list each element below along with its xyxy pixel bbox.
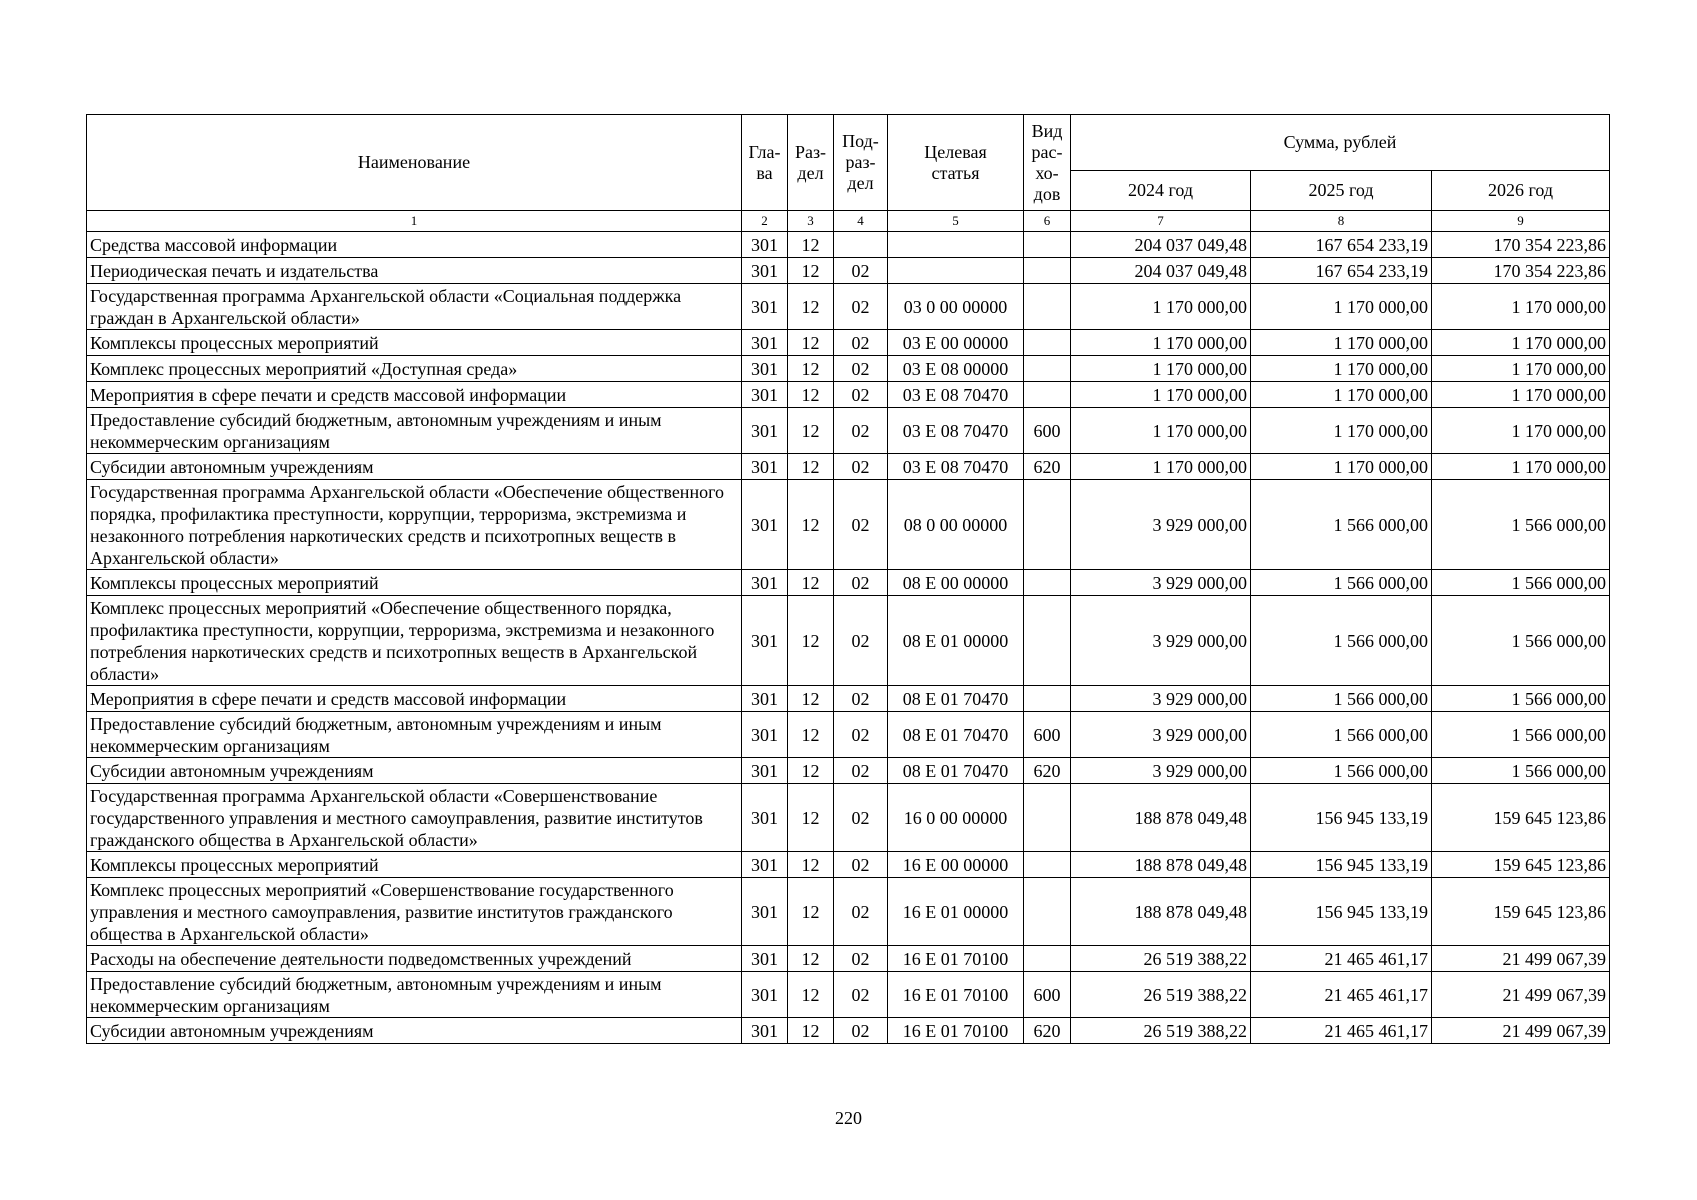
row-sum-2024: 3 929 000,00 [1071,596,1251,686]
row-sum-2026: 159 645 123,86 [1432,784,1610,852]
row-sum-2026: 1 170 000,00 [1432,454,1610,480]
row-sum-2026: 170 354 223,86 [1432,258,1610,284]
row-sum-2024: 188 878 049,48 [1071,878,1251,946]
row-razdel: 12 [788,284,834,330]
row-sum-2026: 159 645 123,86 [1432,878,1610,946]
row-razdel: 12 [788,1018,834,1044]
row-glava: 301 [742,758,788,784]
row-glava: 301 [742,258,788,284]
row-sum-2025: 1 170 000,00 [1251,356,1432,382]
row-glava: 301 [742,946,788,972]
row-vid-rashodov: 620 [1024,758,1071,784]
row-razdel: 12 [788,712,834,758]
table-row [87,232,1610,258]
row-razdel: 12 [788,356,834,382]
column-number: 8 [1251,211,1432,232]
row-razdel: 12 [788,330,834,356]
row-podrazdel: 02 [834,570,888,596]
row-sum-2025: 1 566 000,00 [1251,570,1432,596]
row-tselevaya-statya: 03 Е 08 70470 [888,382,1024,408]
row-sum-2026: 1 566 000,00 [1432,480,1610,570]
column-number: 2 [742,211,788,232]
table-body [87,232,1610,1044]
row-glava: 301 [742,972,788,1018]
row-sum-2025: 167 654 233,19 [1251,258,1432,284]
row-sum-2024: 3 929 000,00 [1071,758,1251,784]
table-row [87,758,1610,784]
row-tselevaya-statya: 08 Е 01 00000 [888,596,1024,686]
row-sum-2026: 21 499 067,39 [1432,946,1610,972]
row-name: Комплекс процессных мероприятий «Доступная среда» [87,356,742,382]
row-vid-rashodov [1024,330,1071,356]
row-sum-2026: 159 645 123,86 [1432,852,1610,878]
row-glava: 301 [742,454,788,480]
row-sum-2024: 204 037 049,48 [1071,232,1251,258]
row-glava: 301 [742,330,788,356]
table-row [87,972,1610,1018]
header-year-2024: 2024 год [1071,171,1251,211]
row-sum-2024: 3 929 000,00 [1071,570,1251,596]
column-numbers-row [87,211,1610,232]
row-tselevaya-statya: 08 Е 01 70470 [888,712,1024,758]
row-tselevaya-statya: 16 Е 01 70100 [888,1018,1024,1044]
row-sum-2024: 204 037 049,48 [1071,258,1251,284]
row-tselevaya-statya: 08 Е 00 00000 [888,570,1024,596]
row-sum-2026: 1 566 000,00 [1432,570,1610,596]
column-number: 1 [87,211,742,232]
table-row [87,878,1610,946]
row-razdel: 12 [788,972,834,1018]
row-tselevaya-statya [888,232,1024,258]
row-glava: 301 [742,596,788,686]
row-podrazdel: 02 [834,1018,888,1044]
row-razdel: 12 [788,480,834,570]
row-glava: 301 [742,480,788,570]
row-sum-2026: 1 566 000,00 [1432,758,1610,784]
row-vid-rashodov: 620 [1024,454,1071,480]
table-row [87,454,1610,480]
row-sum-2025: 1 170 000,00 [1251,454,1432,480]
row-sum-2026: 1 566 000,00 [1432,712,1610,758]
row-glava: 301 [742,232,788,258]
table-row [87,382,1610,408]
row-tselevaya-statya: 16 Е 01 00000 [888,878,1024,946]
row-razdel: 12 [788,382,834,408]
row-glava: 301 [742,852,788,878]
row-name: Комплекс процессных мероприятий «Обеспечение общественного порядка, профилактика преступности, коррупции, терроризма, экстремизма и незаконного потребления наркотических средств и психотропных веществ в Архангельской области» [87,596,742,686]
row-glava: 301 [742,686,788,712]
row-vid-rashodov [1024,596,1071,686]
row-vid-rashodov [1024,878,1071,946]
row-name: Средства массовой информации [87,232,742,258]
header-name: Наименование [87,115,742,211]
row-sum-2025: 1 170 000,00 [1251,330,1432,356]
row-tselevaya-statya: 08 Е 01 70470 [888,758,1024,784]
row-vid-rashodov [1024,480,1071,570]
row-podrazdel: 02 [834,284,888,330]
table-row [87,596,1610,686]
row-glava: 301 [742,408,788,454]
row-glava: 301 [742,878,788,946]
header-tselevaya-statya: Целевая статья [888,115,1024,211]
row-name: Расходы на обеспечение деятельности подведомственных учреждений [87,946,742,972]
row-vid-rashodov: 600 [1024,408,1071,454]
row-name: Комплексы процессных мероприятий [87,330,742,356]
row-tselevaya-statya: 16 Е 01 70100 [888,946,1024,972]
row-sum-2025: 156 945 133,19 [1251,878,1432,946]
row-sum-2026: 1 170 000,00 [1432,408,1610,454]
row-name: Периодическая печать и издательства [87,258,742,284]
table-row [87,784,1610,852]
header-glava: Гла- ва [742,115,788,211]
row-sum-2026: 1 170 000,00 [1432,382,1610,408]
row-razdel: 12 [788,232,834,258]
row-sum-2026: 1 566 000,00 [1432,596,1610,686]
row-vid-rashodov: 600 [1024,712,1071,758]
row-vid-rashodov: 600 [1024,972,1071,1018]
row-podrazdel: 02 [834,852,888,878]
row-sum-2025: 1 566 000,00 [1251,480,1432,570]
row-tselevaya-statya: 03 Е 08 70470 [888,408,1024,454]
row-tselevaya-statya: 03 Е 00 00000 [888,330,1024,356]
row-sum-2025: 21 465 461,17 [1251,1018,1432,1044]
row-glava: 301 [742,284,788,330]
row-sum-2024: 1 170 000,00 [1071,408,1251,454]
row-sum-2026: 21 499 067,39 [1432,972,1610,1018]
row-glava: 301 [742,1018,788,1044]
column-number: 5 [888,211,1024,232]
column-number: 4 [834,211,888,232]
row-podrazdel: 02 [834,972,888,1018]
row-sum-2025: 1 566 000,00 [1251,596,1432,686]
header-year-2025: 2025 год [1251,171,1432,211]
row-podrazdel: 02 [834,946,888,972]
budget-table [86,114,1610,1044]
row-tselevaya-statya: 03 Е 08 00000 [888,356,1024,382]
row-sum-2025: 1 170 000,00 [1251,284,1432,330]
column-number: 7 [1071,211,1251,232]
row-name: Комплексы процессных мероприятий [87,570,742,596]
row-podrazdel: 02 [834,686,888,712]
row-sum-2025: 156 945 133,19 [1251,852,1432,878]
row-sum-2024: 1 170 000,00 [1071,356,1251,382]
table-row [87,284,1610,330]
row-tselevaya-statya: 08 0 00 00000 [888,480,1024,570]
row-vid-rashodov: 620 [1024,1018,1071,1044]
row-sum-2026: 1 566 000,00 [1432,686,1610,712]
page-number: 220 [835,1108,862,1128]
row-sum-2025: 21 465 461,17 [1251,972,1432,1018]
row-sum-2025: 156 945 133,19 [1251,784,1432,852]
table-row [87,946,1610,972]
header-year-2026: 2026 год [1432,171,1610,211]
row-glava: 301 [742,356,788,382]
header-podrazdel: Под- раз- дел [834,115,888,211]
row-razdel: 12 [788,946,834,972]
table-row [87,330,1610,356]
row-name: Комплекс процессных мероприятий «Совершенствование государственного управления и местного самоуправления, развитие институтов гражданского общества в Архангельской области» [87,878,742,946]
row-sum-2026: 1 170 000,00 [1432,330,1610,356]
row-name: Комплексы процессных мероприятий [87,852,742,878]
row-sum-2026: 1 170 000,00 [1432,356,1610,382]
row-podrazdel: 02 [834,408,888,454]
row-name: Субсидии автономным учреждениям [87,1018,742,1044]
row-sum-2025: 1 170 000,00 [1251,408,1432,454]
row-sum-2024: 188 878 049,48 [1071,852,1251,878]
row-tselevaya-statya: 03 0 00 00000 [888,284,1024,330]
row-vid-rashodov [1024,784,1071,852]
row-podrazdel [834,232,888,258]
row-podrazdel: 02 [834,356,888,382]
column-number: 9 [1432,211,1610,232]
header-summa: Сумма, рублей [1071,115,1610,171]
row-sum-2024: 1 170 000,00 [1071,284,1251,330]
row-glava: 301 [742,712,788,758]
table-row [87,712,1610,758]
row-name: Предоставление субсидий бюджетным, автономным учреждениям и иным некоммерческим организациям [87,408,742,454]
row-podrazdel: 02 [834,878,888,946]
row-razdel: 12 [788,408,834,454]
row-name: Предоставление субсидий бюджетным, автономным учреждениям и иным некоммерческим организациям [87,712,742,758]
row-sum-2024: 188 878 049,48 [1071,784,1251,852]
row-razdel: 12 [788,852,834,878]
row-vid-rashodov [1024,284,1071,330]
row-vid-rashodov [1024,686,1071,712]
row-vid-rashodov [1024,258,1071,284]
row-sum-2024: 1 170 000,00 [1071,382,1251,408]
column-number: 3 [788,211,834,232]
row-glava: 301 [742,382,788,408]
row-podrazdel: 02 [834,258,888,284]
header-razdel: Раз- дел [788,115,834,211]
row-razdel: 12 [788,570,834,596]
header-vid-rashodov: Вид рас- хо- дов [1024,115,1071,211]
row-sum-2025: 21 465 461,17 [1251,946,1432,972]
table-row [87,480,1610,570]
row-tselevaya-statya [888,258,1024,284]
row-name: Субсидии автономным учреждениям [87,758,742,784]
row-sum-2026: 1 170 000,00 [1432,284,1610,330]
row-name: Государственная программа Архангельской области «Совершенствование государственного управления и местного самоуправления, развитие институтов гражданского общества в Архангельской области» [87,784,742,852]
row-sum-2024: 26 519 388,22 [1071,1018,1251,1044]
row-podrazdel: 02 [834,784,888,852]
row-sum-2025: 1 566 000,00 [1251,712,1432,758]
row-razdel: 12 [788,596,834,686]
row-sum-2025: 1 170 000,00 [1251,382,1432,408]
row-name: Государственная программа Архангельской области «Обеспечение общественного порядка, профилактика преступности, коррупции, терроризма, экстремизма и незаконного потребления наркотических средств и психотропных веществ в Архангельской области» [87,480,742,570]
row-razdel: 12 [788,686,834,712]
row-razdel: 12 [788,258,834,284]
row-razdel: 12 [788,454,834,480]
row-name: Мероприятия в сфере печати и средств массовой информации [87,686,742,712]
table-row [87,408,1610,454]
row-name: Субсидии автономным учреждениям [87,454,742,480]
row-sum-2024: 3 929 000,00 [1071,480,1251,570]
row-tselevaya-statya: 16 Е 00 00000 [888,852,1024,878]
row-sum-2026: 170 354 223,86 [1432,232,1610,258]
table-row [87,852,1610,878]
row-name: Государственная программа Архангельской области «Социальная поддержка граждан в Архангельской области» [87,284,742,330]
row-podrazdel: 02 [834,480,888,570]
row-sum-2024: 3 929 000,00 [1071,686,1251,712]
row-vid-rashodov [1024,232,1071,258]
row-sum-2025: 1 566 000,00 [1251,686,1432,712]
table-row [87,356,1610,382]
table-row [87,258,1610,284]
column-number: 6 [1024,211,1071,232]
row-tselevaya-statya: 03 Е 08 70470 [888,454,1024,480]
row-name: Предоставление субсидий бюджетным, автономным учреждениям и иным некоммерческим организациям [87,972,742,1018]
row-sum-2024: 26 519 388,22 [1071,946,1251,972]
row-sum-2025: 167 654 233,19 [1251,232,1432,258]
row-tselevaya-statya: 16 Е 01 70100 [888,972,1024,1018]
row-name: Мероприятия в сфере печати и средств массовой информации [87,382,742,408]
row-podrazdel: 02 [834,382,888,408]
row-vid-rashodov [1024,946,1071,972]
row-podrazdel: 02 [834,712,888,758]
row-sum-2024: 1 170 000,00 [1071,330,1251,356]
row-podrazdel: 02 [834,758,888,784]
row-sum-2026: 21 499 067,39 [1432,1018,1610,1044]
row-podrazdel: 02 [834,330,888,356]
row-vid-rashodov [1024,356,1071,382]
row-glava: 301 [742,784,788,852]
row-tselevaya-statya: 08 Е 01 70470 [888,686,1024,712]
row-podrazdel: 02 [834,454,888,480]
row-vid-rashodov [1024,570,1071,596]
table-row [87,570,1610,596]
row-razdel: 12 [788,758,834,784]
row-tselevaya-statya: 16 0 00 00000 [888,784,1024,852]
table-row [87,686,1610,712]
row-sum-2024: 26 519 388,22 [1071,972,1251,1018]
row-vid-rashodov [1024,382,1071,408]
row-sum-2024: 1 170 000,00 [1071,454,1251,480]
row-sum-2025: 1 566 000,00 [1251,758,1432,784]
row-sum-2024: 3 929 000,00 [1071,712,1251,758]
row-podrazdel: 02 [834,596,888,686]
row-razdel: 12 [788,878,834,946]
row-vid-rashodov [1024,852,1071,878]
table-row [87,1018,1610,1044]
row-razdel: 12 [788,784,834,852]
row-glava: 301 [742,570,788,596]
